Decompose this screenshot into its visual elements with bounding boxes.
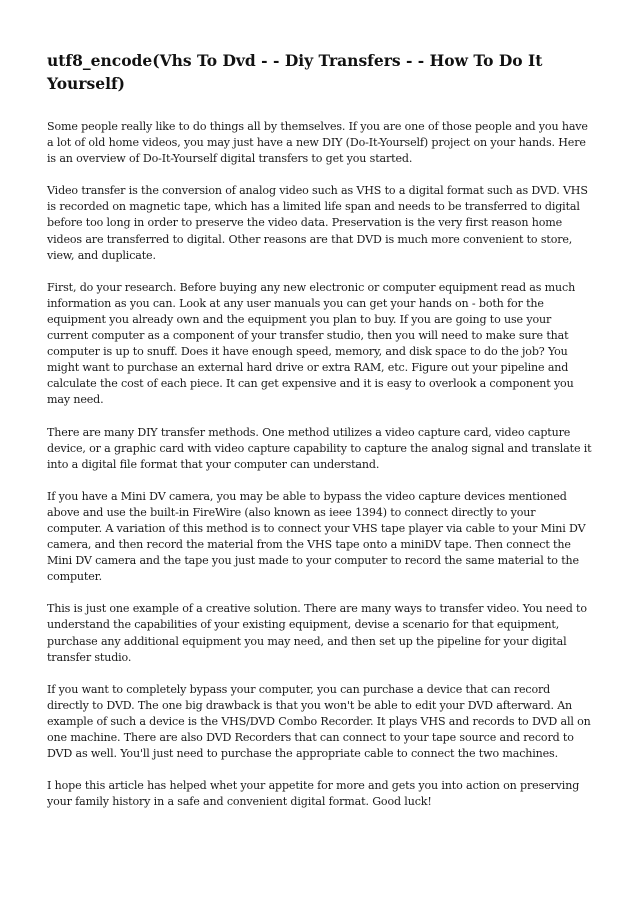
paragraph-research: First, do your research. Before buying any new electronic or computer equipment read as much information as you can. Look at any user manuals you can get your hands on - both for the equipment you already own and the equipment you plan to buy. If you are going to use your current computer as a component of your transfer studio, then you will need to make sure that computer is up to snuff. Does it have enough speed, memory, and disk space to do the job? You might want to purchase an external hard drive or extra RAM, etc. Figure out your pipeline and calculate the cost of each piece. It can get expensive and it is easy to overlook a component you may need. — [47, 280, 576, 407]
document-page — [47, 49, 593, 826]
paragraph-bypass-computer: If you want to completely bypass your computer, you can purchase a device that can record directly to DVD. The one big drawback is that you won't be able to edit your DVD afterward. An example of such a device is the VHS/DVD Combo Recorder. It plays VHS and records to DVD all on one machine. There are also DVD Recorders that can connect to your tape source and record to DVD as well. You'll just need to purchase the appropriate cable to connect the two machines. — [47, 682, 591, 761]
paragraph-intro: Some people really like to do things all by themselves. If you are one of those people and you have a lot of old home videos, you may just have a new DIY (Do-It-Yourself) project on your hands. Here is an overview of Do-It-Yourself digital transfers to get you started. — [47, 120, 588, 166]
document-title: utf8_encode(Vhs To Dvd - - Diy Transfers - - How To Do It Yourself) — [47, 51, 543, 93]
paragraph-mini-dv: If you have a Mini DV camera, you may be able to bypass the video capture devices mentioned above and use the built-in FireWire (also known as ieee 1394) to connect directly to your computer. A variation of this method is to connect your VHS tape player via cable to your Mini DV camera, and then record the material from the VHS tape onto a miniDV tape. Then connect the Mini DV camera and the tape you just made to your computer to record the same material to the computer. — [47, 489, 586, 584]
paragraph-video-transfer: Video transfer is the conversion of analog video such as VHS to a digital format such as DVD. VHS is recorded on magnetic tape, which has a limited life span and needs to be transferred to digital before too long in order to preserve the video data. Preservation is the very first reason home videos are transferred to digital. Other reasons are that DVD is much more convenient to store, view, and duplicate. — [47, 184, 588, 262]
paragraph-transfer-methods: There are many DIY transfer methods. One method utilizes a video capture card, video capture device, or a graphic card with video capture capability to capture the analog signal and translate it into a digital file format that your computer can understand. — [47, 425, 592, 471]
paragraph-creative-solution: This is just one example of a creative solution. There are many ways to transfer video. You need to understand the capabilities of your existing equipment, devise a scenario for that equipment, purchase any additional equipment you may need, and then set up the pipeline for your digital transfer studio. — [47, 602, 587, 664]
paragraph-conclusion: I hope this article has helped whet your appetite for more and gets you into action on preserving your family history in a safe and convenient digital format. Good luck! — [47, 779, 580, 809]
